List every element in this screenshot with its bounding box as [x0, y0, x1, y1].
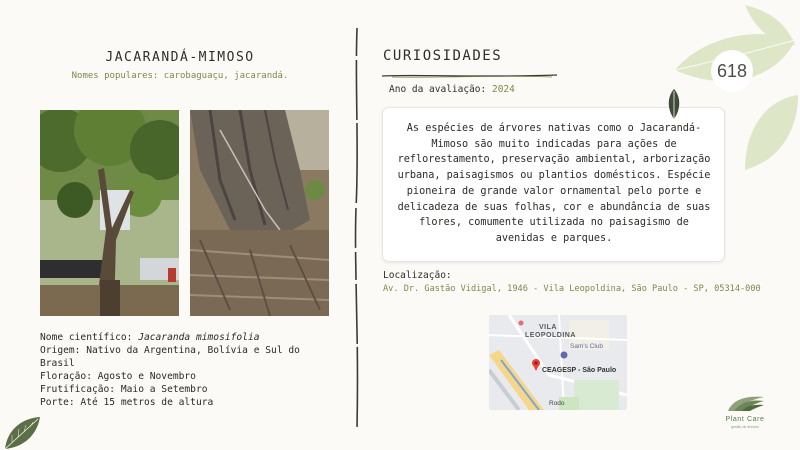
evaluation-year — [389, 84, 515, 95]
curiosities-text: As espécies de árvores nativas como o Jacarandá-Mimoso são muito indicadas para ações de reflorestamento, preservação ambiental, arborização urbana, paisagismos ou plantios domésticos. Espécie pioneira de grande valor ornamental pelo porte e delicadeza de suas folhas, cor e abundância de suas flores, comumente utilizada no paisagismo de avenidas e parques. — [397, 123, 711, 244]
species-name: JACARANDÁ-MIMOSO — [105, 50, 255, 65]
scientific-name-value: Jacaranda mimosifolia — [138, 332, 260, 343]
small-leaf-icon — [667, 89, 681, 121]
trunk-photo — [190, 110, 329, 316]
leaf-decoration — [670, 0, 800, 180]
vertical-divider — [350, 28, 364, 428]
map-main-pin-label: CEAGESP - São Paulo — [542, 367, 617, 374]
location-address: Av. Dr. Gastão Vidigal, 1946 - Vila Leopoldina, São Paulo - SP, 05314-000 — [383, 284, 761, 294]
evaluation-year-value: 2024 — [491, 84, 515, 95]
location-map[interactable] — [489, 315, 627, 410]
page-number: 618 — [716, 61, 748, 81]
fruiting-row: Frutificação: Maio a Setembro — [40, 384, 208, 395]
origin-row-continued: Brasil — [40, 358, 75, 369]
location-label: Localização: — [383, 270, 452, 281]
popular-names: Nomes populares: carobaguaçu, jacarandá. — [71, 71, 289, 81]
corner-leaf-icon — [2, 415, 42, 450]
map-poi-label: Sam's Club — [570, 343, 604, 350]
scientific-name-row — [40, 331, 330, 344]
map-district-label: VILA — [539, 324, 557, 331]
flowering-row: Floração: Agosto e Novembro — [40, 371, 196, 382]
size-row: Porte: Até 15 metros de altura — [40, 397, 214, 408]
map-district-label-2: LEOPOLDINA — [525, 332, 576, 339]
species-details — [40, 331, 330, 409]
brand-name: Plant Care — [725, 416, 765, 423]
evaluation-year-label: Ano da avaliação: — [389, 84, 487, 95]
scientific-name-label: Nome científico: — [40, 332, 133, 343]
title-underline — [382, 65, 557, 73]
tree-photo — [40, 110, 179, 316]
map-street-label: Rodo — [549, 400, 565, 407]
brand-tagline: gestão de árvores — [730, 425, 760, 429]
brand-logo — [726, 393, 766, 413]
origin-row: Origem: Nativo da Argentina, Bolívia e Sul do — [40, 345, 300, 356]
section-title: CURIOSIDADES — [383, 48, 503, 64]
